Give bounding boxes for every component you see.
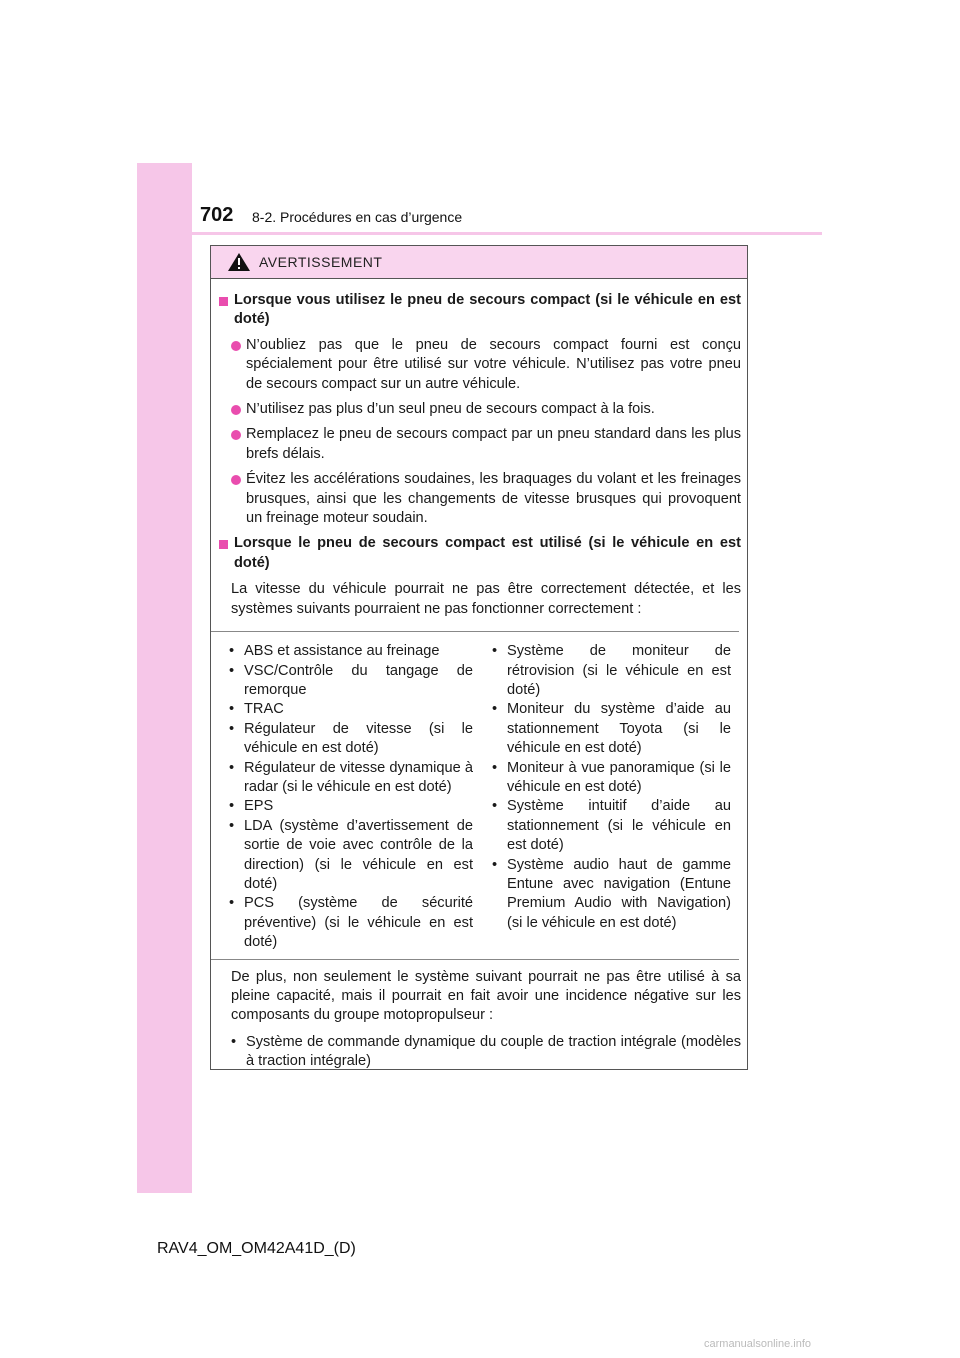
- divider: [211, 631, 739, 632]
- bullet-item: [219, 470, 741, 528]
- side-band: [137, 163, 192, 1193]
- bullet-text: N’oubliez pas que le pneu de secours compact fourni est conçu spécialement pour être utilisé sur votre véhicule. N’utilisez pas votre pneu de secours compact sur un autre véhicule.: [246, 336, 741, 392]
- page-number: 702: [200, 204, 234, 226]
- warning-triangle-icon: [227, 252, 251, 272]
- header-rule: [192, 232, 822, 235]
- list-item-text: PCS (système de sécurité préventive) (si le véhicule en est doté): [244, 895, 473, 951]
- list-item-text: Régulateur de vitesse (si le véhicule en est doté): [244, 720, 473, 757]
- list-item-text: Régulateur de vitesse dynamique à radar (si le véhicule en est doté): [244, 759, 473, 795]
- bullet-char: •: [229, 817, 235, 834]
- section-title: 8-2. Procédures en cas d’urgence: [252, 209, 463, 225]
- list-item-text: Système de moniteur de rétrovision (si le véhicule en est doté): [507, 643, 731, 698]
- list-item-text: Système intuitif d’aide au stationnement (si le véhicule en est doté): [507, 798, 731, 854]
- bullet-char: •: [492, 856, 498, 873]
- list-item-text: Moniteur du système d’aide au stationnement Toyota (si le véhicule en est doté): [507, 701, 731, 757]
- warning-header: [211, 246, 747, 279]
- bullet-char: •: [229, 895, 235, 912]
- bullet-item: [219, 400, 741, 419]
- list-item: [229, 759, 473, 798]
- bullet-item: [219, 336, 741, 394]
- warning-content: [211, 279, 747, 1072]
- bullet-char: •: [229, 720, 235, 737]
- list-item-text: TRAC: [244, 701, 284, 718]
- doc-code: RAV4_OM_OM42A41D_(D): [157, 1240, 356, 1257]
- list-item-text: ABS et assistance au freinage: [244, 643, 440, 660]
- dot-bullet-icon: [231, 475, 241, 485]
- bullet-text: Remplacez le pneu de secours compact par un pneu standard dans les plus brefs délais.: [246, 426, 741, 462]
- warning-box: [210, 245, 748, 1070]
- list-item: [492, 759, 731, 798]
- list-item: [229, 700, 473, 719]
- list-item: [229, 662, 473, 701]
- list-item: [229, 817, 473, 895]
- heading-text: Lorsque le pneu de secours compact est utilisé (si le véhicule en est doté): [234, 535, 741, 571]
- paragraph: De plus, non seulement le système suivant pourrait ne pas être utilisé à sa pleine capacité, mais il pourrait en fait avoir une incidence négative sur les composants du groupe motopropulseur :: [231, 968, 741, 1024]
- list-item: [492, 700, 731, 758]
- warning-title: AVERTISSEMENT: [259, 254, 383, 270]
- bullet-char: •: [229, 643, 235, 660]
- list-item: [492, 797, 731, 855]
- bullet-char: •: [229, 798, 235, 815]
- list-item-text: Moniteur à vue panoramique (si le véhicule en est doté): [507, 759, 731, 795]
- dot-bullet-icon: [231, 341, 241, 351]
- bullet-char: •: [231, 1033, 237, 1050]
- bullet-text: Évitez les accélérations soudaines, les braquages du volant et les freinages brusques, ainsi que les changements de vitesse brusques qui provoquent un freinage moteur soudain.: [246, 471, 741, 527]
- bullet-char: •: [229, 662, 235, 679]
- list-item-text: Système de commande dynamique du couple de traction intégrale (modèles à traction intégrale): [246, 1033, 741, 1070]
- affected-systems-columns: [229, 642, 741, 953]
- divider: [211, 959, 739, 960]
- dot-bullet-icon: [231, 430, 241, 440]
- bullet-item: [219, 425, 741, 464]
- list-item: [492, 642, 731, 700]
- heading-text: Lorsque vous utilisez le pneu de secours compact (si le véhicule en est doté): [234, 292, 741, 328]
- bullet-char: •: [229, 701, 235, 718]
- bullet-char: •: [492, 701, 498, 718]
- list-item-text: Système audio haut de gamme Entune avec navigation (Entune Premium Audio with Navigation) (si le véhicule en est doté): [507, 856, 731, 931]
- list-item-text: VSC/Contrôle du tangage de remorque: [244, 662, 473, 698]
- right-column: [492, 642, 731, 953]
- list-item: [229, 894, 473, 952]
- bullet-char: •: [492, 759, 498, 776]
- bullet-char: •: [229, 759, 235, 776]
- bullet-char: •: [492, 643, 498, 660]
- list-item-text: EPS: [244, 798, 274, 815]
- list-item: [492, 856, 731, 934]
- square-bullet-icon: [219, 297, 228, 306]
- list-item: [229, 642, 473, 661]
- dot-bullet-icon: [231, 405, 241, 415]
- list-item: [229, 720, 473, 759]
- paragraph: La vitesse du véhicule pourrait ne pas être correctement détectée, et les systèmes suivants pourraient ne pas fonctionner correctement :: [231, 581, 741, 617]
- list-item: [229, 797, 473, 816]
- bullet-char: •: [492, 798, 498, 815]
- warning-heading: [219, 534, 741, 573]
- bullet-text: N’utilisez pas plus d’un seul pneu de secours compact à la fois.: [246, 401, 655, 418]
- list-item-text: LDA (système d’avertissement de sortie de voie avec contrôle de la direction) (si le véhicule en est doté): [244, 817, 473, 892]
- list-item: [231, 1033, 741, 1072]
- warning-heading: [219, 291, 741, 330]
- left-column: [229, 642, 473, 953]
- square-bullet-icon: [219, 540, 228, 549]
- watermark: carmanualsonline.info: [704, 1338, 812, 1350]
